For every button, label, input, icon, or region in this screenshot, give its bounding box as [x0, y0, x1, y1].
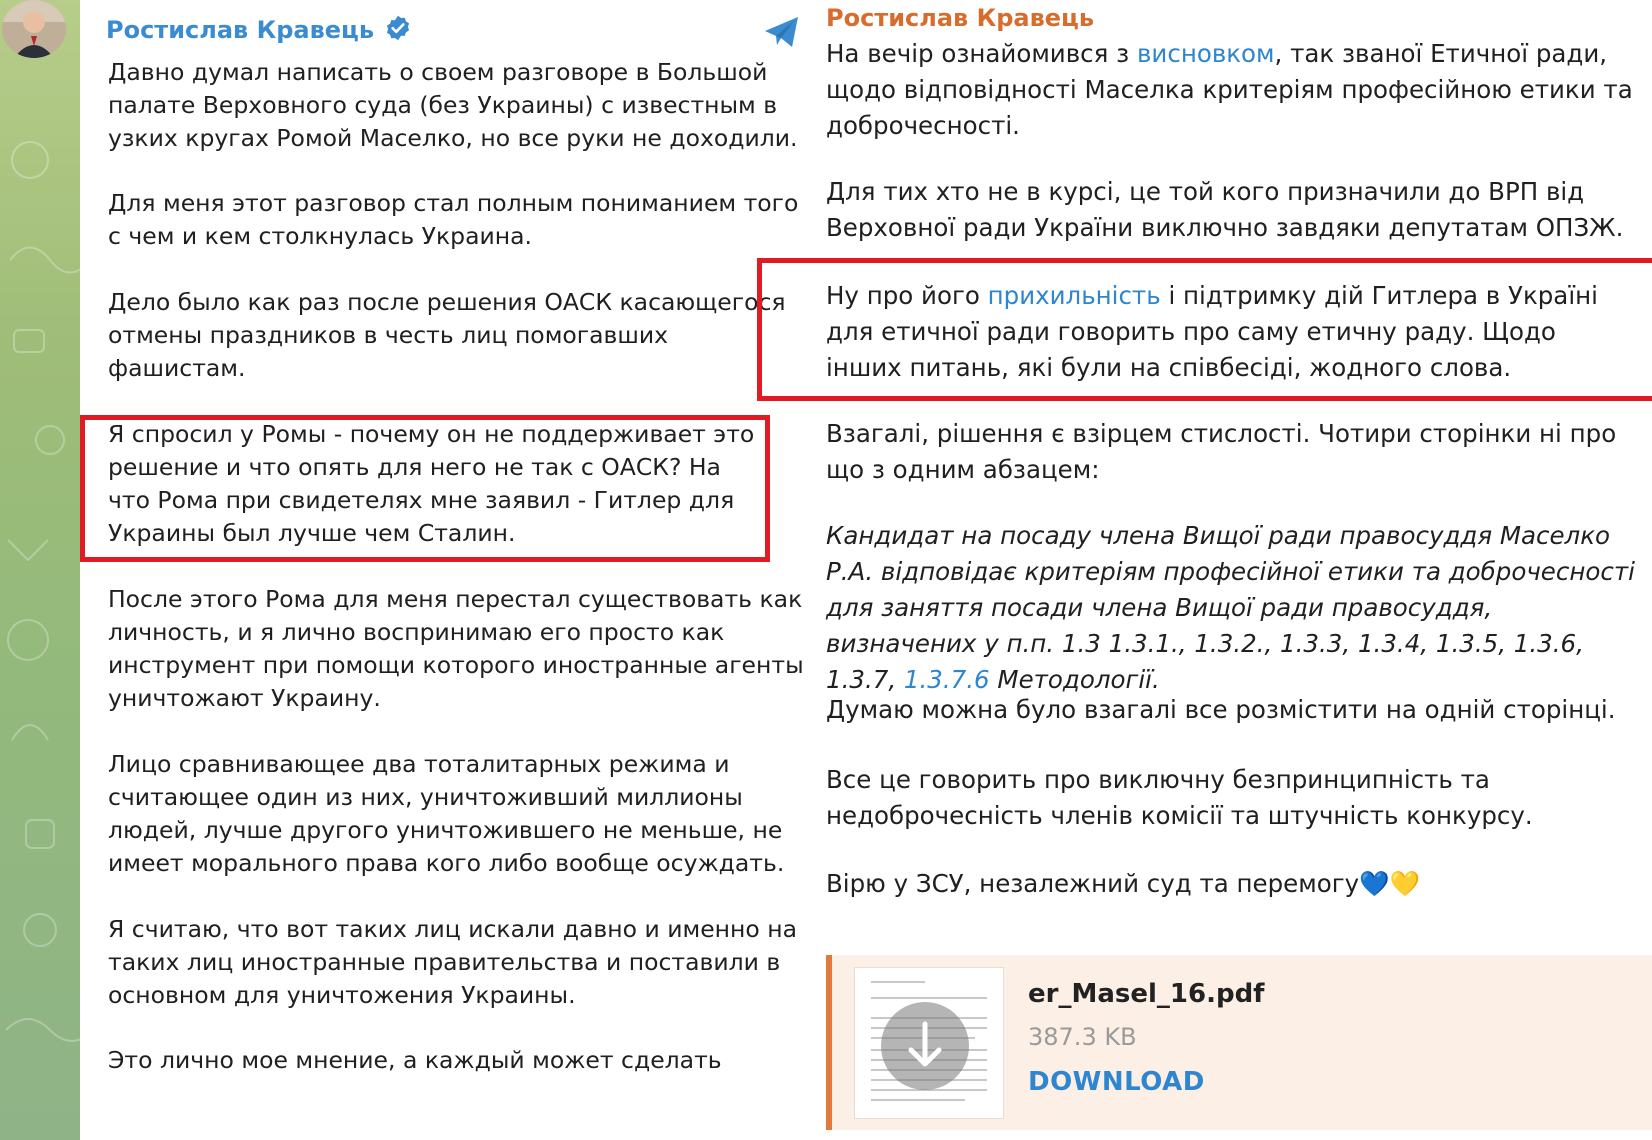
post-paragraph: Дело было как раз после решения ОАСК касающегося отмены праздников в честь лиц помогавших фашистам.: [108, 288, 786, 382]
message-right: [812, 0, 1652, 1140]
adherence-link[interactable]: прихильність: [987, 281, 1161, 310]
post-paragraph: Это лично мое мнение, а каждый может сделать: [108, 1046, 722, 1074]
sender-name-right[interactable]: Ростислав Кравець: [826, 4, 1094, 32]
chat-background: [0, 0, 80, 1140]
text-segment: Методології.: [989, 665, 1160, 694]
post-paragraph: Лицо сравнивающее два тоталитарных режима и считающее один из них, уничтоживший миллионы людей, лучше другого уничтожившего не меньше, не имеет морального права кого либо вообще осуждать.: [108, 750, 785, 877]
pdf-thumbnail[interactable]: [854, 967, 1004, 1119]
post-paragraph: Все це говорить про виключну безпринципність та недоброчесність членів комісії та штучність конкурсу.: [826, 765, 1533, 830]
post-paragraph-highlighted: [826, 278, 1626, 386]
text-segment: , так званої Етичної ради, щодо відповідності Маселка критеріям професійною етики та доброчесності.: [826, 39, 1633, 140]
download-arrow-icon: [881, 1002, 969, 1090]
message-left: [80, 0, 812, 1140]
download-button[interactable]: DOWNLOAD: [1028, 1067, 1205, 1097]
post-quote-paragraph: [826, 518, 1648, 698]
post-paragraph: Для меня этот разговор стал полным пониманием того с чем и кем столкнулась Украина.: [108, 189, 799, 250]
post-paragraph: Для тих хто не в курсі, це той кого призначили до ВРП від Верховної ради України виключно завдяки депутатам ОПЗЖ.: [826, 177, 1624, 242]
post-paragraph: Давно думал написать о своем разговоре в Большой палате Верховного суда (без Украины) с известным в узких кругах Ромой Маселко, но все руки не доходили.: [108, 58, 798, 152]
avatar[interactable]: [2, 0, 66, 58]
text-segment: Ну про його: [826, 281, 988, 310]
post-paragraph-highlighted: Я спросил у Ромы - почему он не поддерживает это решение и что опять для него не так с ОАСК? На что Рома при свидетелях мне заявил - Гитлер для Украины был лучше чем Сталин.: [108, 420, 755, 547]
verified-badge-icon: [384, 14, 412, 46]
post-paragraph: Думаю можна було взагалі все розмістити на одній сторінці.: [826, 695, 1616, 724]
text-segment: і підтримку дій Гитлера в Україні для етичної ради говорить про саму етичну раду. Щодо інших питань, які були на співбесіді, жодного слова.: [826, 281, 1598, 382]
text-segment: Кандидат на посаду члена Вищої ради правосуддя Маселко Р.А. відповідає критеріям професійної етики та доброчесності для заняття посади члена Вищої ради правосуддя, визначених у п.п. 1.3 1.3.1., 1.3.2., 1.3.3, 1.3.4, 1.3.5, 1.3.6, 1.3.7,: [826, 521, 1635, 694]
methodology-link[interactable]: 1.3.7.6: [903, 665, 990, 694]
post-paragraph: После этого Рома для меня перестал существовать как личность, и я лично воспринимаю его просто как инструмент при помощи которого иностранные агенты уничтожают Украину.: [108, 585, 804, 712]
post-paragraph: [826, 36, 1648, 144]
file-name[interactable]: er_Masel_16.pdf: [1028, 979, 1265, 1009]
conclusion-link[interactable]: висновком: [1136, 39, 1275, 68]
sender-name-left[interactable]: [106, 14, 412, 46]
text-segment: На вечір ознайомився з: [826, 39, 1137, 68]
post-paragraph: Я считаю, что вот таких лиц искали давно и именно на таких лиц иностранные правительства и поставили в основном для уничтожения Украины.: [108, 915, 797, 1009]
post-paragraph: Взагалі, рішення є взірцем стислості. Чотири сторінки ні про що з одним абзацем:: [826, 419, 1617, 484]
post-paragraph: Вірю у ЗСУ, незалежний суд та перемогу💙💛: [826, 869, 1421, 898]
file-attachment[interactable]: [826, 955, 1652, 1130]
sender-name-text: Ростислав Кравець: [106, 16, 374, 44]
file-size: 387.3 KB: [1028, 1023, 1137, 1051]
